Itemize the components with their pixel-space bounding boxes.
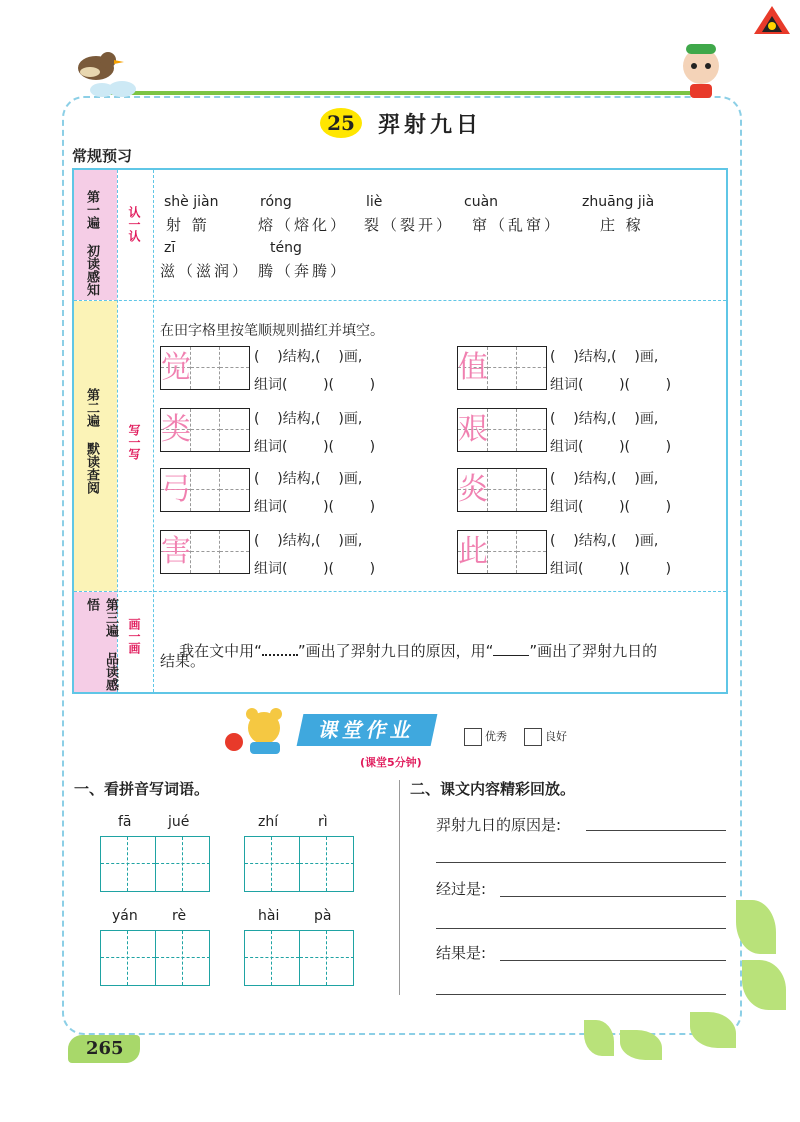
answer-line[interactable] <box>586 830 726 831</box>
checkbox-icon[interactable] <box>464 728 482 746</box>
writing-grid[interactable] <box>244 930 354 986</box>
row-label-third: 第三遍 品读感悟 <box>84 598 118 691</box>
row-label-first: 第一遍 初读感知 <box>84 190 99 296</box>
trace-char: 值 <box>458 350 488 385</box>
pinyin-label: yán <box>112 908 138 924</box>
instruction-part: ”画出了羿射九日的原因，用“ <box>297 642 494 660</box>
checkbox-icon[interactable] <box>524 728 542 746</box>
word-pinyin: zī <box>164 240 176 256</box>
fill-words[interactable]: 组词( )( ) <box>550 439 672 455</box>
reason-label: 羿射九日的原因是: <box>436 816 562 834</box>
trace-char: 艰 <box>458 412 488 447</box>
lesson-title: 羿射九日 <box>378 113 483 138</box>
word-hanzi: 射 箭 <box>166 216 210 234</box>
writing-grid[interactable] <box>100 930 210 986</box>
fill-words[interactable]: 组词( )( ) <box>254 499 376 515</box>
row-label-second: 第二遍 默读查阅 <box>84 388 99 494</box>
word-pinyin: róng <box>260 194 292 210</box>
pinyin-label: jué <box>168 814 190 830</box>
page-number: 265 <box>68 1035 140 1063</box>
answer-line[interactable] <box>500 896 726 897</box>
header-divider <box>100 91 700 95</box>
pinyin-label: pà <box>314 908 332 924</box>
fill-structure[interactable]: ( )结构,( )画, <box>550 411 659 427</box>
trace-char: 类 <box>161 412 191 447</box>
trace-grid[interactable] <box>160 346 250 390</box>
rating-excellent[interactable] <box>464 728 507 746</box>
column-divider <box>153 170 154 692</box>
fill-words[interactable]: 组词( )( ) <box>254 561 376 577</box>
trace-char: 炎 <box>458 472 488 507</box>
lesson-number: 25 <box>320 108 362 138</box>
classwork-title: 课堂作业 <box>297 714 438 746</box>
trace-grid[interactable] <box>457 468 547 512</box>
word-pinyin: cuàn <box>464 194 499 210</box>
fill-words[interactable]: 组词( )( ) <box>550 561 672 577</box>
row-divider <box>74 591 726 592</box>
trace-char: 弓 <box>161 472 191 507</box>
row-action-third: 画一画 <box>127 618 141 654</box>
fill-structure[interactable]: ( )结构,( )画, <box>254 411 363 427</box>
trace-grid[interactable] <box>457 530 547 574</box>
leaf-icon <box>736 900 776 954</box>
fill-structure[interactable]: ( )结构,( )画, <box>254 471 363 487</box>
preview-table <box>72 168 728 694</box>
process-label: 经过是: <box>436 880 487 898</box>
fill-structure[interactable]: ( )结构,( )画, <box>550 471 659 487</box>
classwork-time: (课堂5分钟) <box>360 756 422 769</box>
trace-char: 觉 <box>161 350 191 385</box>
fill-words[interactable]: 组词( )( ) <box>254 377 376 393</box>
word-hanzi: 庄 稼 <box>600 216 644 234</box>
row-action-second: 写一写 <box>127 424 141 460</box>
fill-words[interactable]: 组词( )( ) <box>550 499 672 515</box>
word-hanzi: 裂（裂开） <box>364 216 455 234</box>
fill-structure[interactable]: ( )结构,( )画, <box>550 349 659 365</box>
leaf-icon <box>742 960 786 1010</box>
question-2-title: 二、课文内容精彩回放。 <box>410 780 576 798</box>
wavy-line-blank[interactable] <box>262 654 298 656</box>
rating-label: 良好 <box>545 730 567 743</box>
rating-good[interactable] <box>524 728 567 746</box>
word-hanzi: 熔（熔化） <box>258 216 349 234</box>
bear-mascot-icon <box>220 706 300 756</box>
pinyin-label: fā <box>118 814 132 830</box>
answer-line[interactable] <box>436 994 726 995</box>
trace-grid[interactable] <box>160 468 250 512</box>
trace-grid[interactable] <box>457 346 547 390</box>
word-hanzi: 腾（奔腾） <box>258 262 349 280</box>
instruction-part: 结果。 <box>160 652 206 670</box>
word-pinyin: téng <box>270 240 302 256</box>
pinyin-label: hài <box>258 908 280 924</box>
underline-instruction <box>160 622 657 679</box>
trace-grid[interactable] <box>457 408 547 452</box>
word-hanzi: 滋（滋润） <box>160 262 251 280</box>
fill-words[interactable]: 组词( )( ) <box>254 439 376 455</box>
trace-grid[interactable] <box>160 408 250 452</box>
answer-line[interactable] <box>500 960 726 961</box>
fill-words[interactable]: 组词( )( ) <box>550 377 672 393</box>
question-1-title: 一、看拼音写词语。 <box>74 780 210 798</box>
pinyin-label: rè <box>172 908 187 924</box>
trace-instruction: 在田字格里按笔顺规则描红并填空。 <box>160 323 384 339</box>
fill-structure[interactable]: ( )结构,( )画, <box>254 349 363 365</box>
trace-char: 害 <box>161 534 191 569</box>
word-pinyin: shè jiàn <box>164 194 219 210</box>
column-separator <box>399 780 400 995</box>
cloud-icon <box>88 80 148 98</box>
writing-grid[interactable] <box>244 836 354 892</box>
instruction-part: ”画出了羿射九日的 <box>529 642 658 660</box>
writing-grid[interactable] <box>100 836 210 892</box>
logo-icon <box>752 4 792 40</box>
trace-grid[interactable] <box>160 530 250 574</box>
section-title-preview: 常规预习 <box>72 147 133 165</box>
row-action-first: 认一认 <box>127 206 141 242</box>
pinyin-label: rì <box>318 814 328 830</box>
word-pinyin: liè <box>366 194 383 210</box>
cartoon-character-icon <box>672 40 730 100</box>
answer-line[interactable] <box>436 862 726 863</box>
straight-line-blank[interactable] <box>493 655 529 656</box>
pinyin-label: zhí <box>258 814 279 830</box>
instruction-part: 我在文中用“ <box>179 642 262 660</box>
word-hanzi: 窜（乱窜） <box>472 216 563 234</box>
fill-structure[interactable]: ( )结构,( )画, <box>550 533 659 549</box>
trace-char: 此 <box>458 534 488 569</box>
row-divider <box>74 300 726 301</box>
answer-line[interactable] <box>436 928 726 929</box>
word-pinyin: zhuāng jià <box>582 194 655 210</box>
result-label: 结果是: <box>436 944 487 962</box>
fill-structure[interactable]: ( )结构,( )画, <box>254 533 363 549</box>
rating-label: 优秀 <box>485 730 507 743</box>
